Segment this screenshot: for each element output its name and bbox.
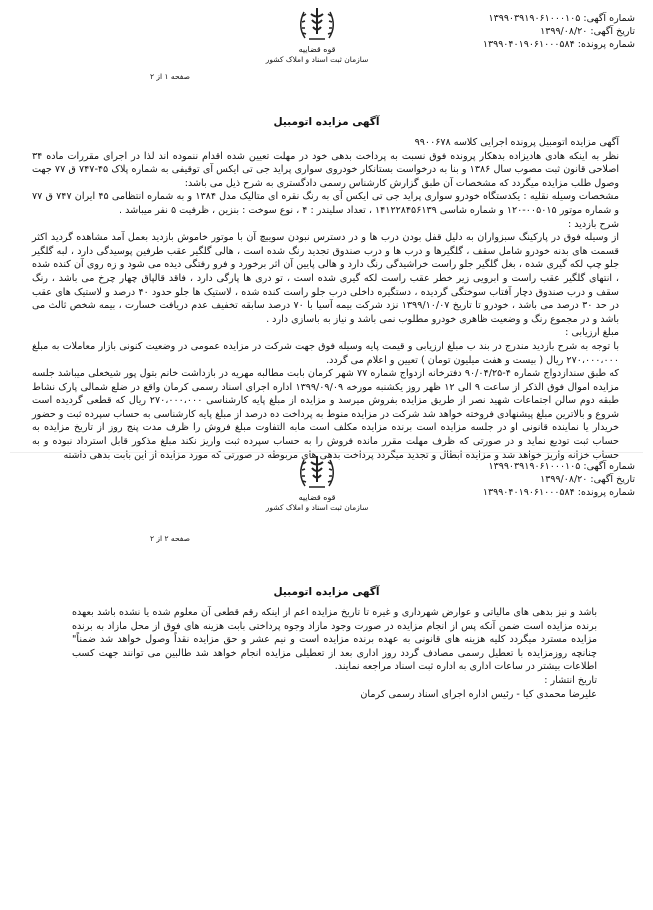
page-2 xyxy=(0,452,653,910)
vehicle-specs-paragraph: مشخصات وسیله نقلیه : یکدستگاه خودرو سواری پراید جی تی ایکس آی به رنگ نقره ای متالیک مدل ۱۳۸۴ و به شماره انتظامی ۴۵ ایران ۷۴۷ ق ۷۷ و شماره موتور ۰۰۵۰۱۵-۱۲۰ و شماره شاسی ۱۴۱۲۲۸۴۵۶۱۳۹ ، تعداد سلیندر : ۴ ، نوع سوخت : بنزین ، ظرفیت ۵ نفر میباشد . xyxy=(32,191,619,216)
auction-terms-paragraph: که طبق سندازدواج شماره ۴-۹۰/۰۴/۲۵ دفترخانه ازدواج شماره ۷۷ شهر کرمان بابت مطالبه مهریه در بازداشت خانم بتول پور شیخعلی میباشد جلسه مزایده اموال فوق الذکر از ساعت ۹ الی ۱۲ ظهر روز یکشنبه مورخه ۱۳۹۹/۰۹/۰۹ اداره اجرای اسناد رسمی کرمان واقع در ضلع شمالی پارک نشاط طبقه دوم سالن اجتماعات شهید نصر از طریق مزایده بفروش میرسد و مزایده از مبلغ پایه کارشناسی ۲۷۰،۰۰۰،۰۰۰ ریال که قطعی گردیده است شروع و بالاترین مبلغ پیشنهادی فروخته خواهد شد شرکت در مزایده منوط به پرداخت ده درصد از مبلغ پایه کارشناسی به حساب سپرده ثبت و حضور خریدار یا نماینده قانونی او در جلسه مزایده است برنده مزایده مکلف است مابه التفاوت مبلغ فروش را ظرف مدت پنج روز از تاریخ مزایده به حساب ثبت تودیع نماید و در صورتی که ظرف مهلت مقرر مانده فروش را به حساب سپرده ثبت واریز نکند مبلغ مذکور قابل استرداد نبوده و به حساب خزانه واریز خواهد شد و مزایده ابطال و تجدید میگردد پرداخت بدهی های مربوطه در صورتی که مورد مزایده از این بابت بدهی داشته xyxy=(32,368,620,461)
emblem-icon xyxy=(295,452,339,492)
notice-date-row: تاریخ آگهی: ۱۳۹۹/۰۸/۲۰ xyxy=(540,26,635,37)
case-number-row: شماره پرونده: ۱۳۹۹۰۴۰۱۹۰۶۱۰۰۰۵۸۴ xyxy=(482,487,635,498)
inspection-paragraph: از وسیله فوق در پارکینگ سبزواران به دلیل قفل بودن درب ها و در دسترس نبودن سوییچ آن با موتور خاموش بازدید بعمل آمد مشاهده گردید اکثر قسمت های بدنه خودرو شامل سقف ، گلگیرها و درب ها و درب صندوق تجدید رنگ شده است ، هالی گلگیر عقب طرفین پوسیدگی دارد ، لبه گلگیر جلو چپ لکه گیری شده ، بغل گلگیر جلو راست خراشیدگی رنگ دارد و هالی پایین آن اثر برخورد و فرو رفتگی دیده می شود و زه روی آن کنده شده ، انتهای گلگیر عقب راست و ابرویی زیر خطر عقب راست لکه گیری شده است ، تو دری ها پارگی دارد ، فاقد قالپاق چهار چرخ می باشد ، رنگ سقف و درب صندوق دچار آفتاب سوختگی گردیده ، دستگیره داخلی درب جلو راست کنده شده ، لاستیک ها جلو حدود ۴۰ درصد و لاستیک های عقب در حد ۳۰ درصد می باشد ، خودرو تا تاریخ ۱۳۹۹/۱۰/۰۷ نزد شرکت بیمه آسیا با ۷۰ درصد سابقه تخفیف عدم دریافت خسارت ، بیمه شخص ثالث می باشد و در مجموع رنگ و وضعیت ظاهری خودرو مطلوب نمی باشد و نیاز به باسازی دارد . xyxy=(32,232,619,325)
publish-date-line: تاریخ انتشار : xyxy=(544,674,597,686)
notice-body-page-2 xyxy=(72,606,597,701)
notice-number-row: شماره آگهی: ۱۳۹۹۰۳۹۱۹۰۶۱۰۰۰۱۰۵ xyxy=(488,13,635,24)
intro-paragraph: نظر به اینکه هادی هادیزاده بدهکار پرونده فوق نسبت به پرداخت بدهی خود در مهلت تعیین شده اقدام ننموده اند لذا در اجرای مقررات ماده ۳۴ اصلاحی قانون ثبت مصوب سال ۱۳۸۶ و بنا به درخواست بستانکار خودروی سواری پراید جی تی ایکس آی توقیفی به شماره پلاک ۴۵-۷۴۷ ق ۷۷ جهت وصول طلب مزایده میگردد که مشخصات آن طبق گزارش کارشناس رسمی دادگستری به شرح ذیل می باشد: xyxy=(32,150,620,189)
notice-title: آگهی مزایده اتومبیل xyxy=(273,586,380,598)
continuation-paragraph: باشد و نیز بدهی های مالیاتی و عوارض شهرداری و غیره تا تاریخ مزایده اعم از اینکه رقم قطعی آن معلوم شده یا نشده باشد بعهده برنده مزایده است ضمن آنکه پس از انجام مزایده در صورت وجود مازاد وجوه پرداختی بابت هزینه های فوق از محل مازاد به برنده مزایده مسترد میگردد کلیه هزینه های قانونی به عهده برنده مزایده است و نیم عشر و حق مزایده نقداً وصول خواهد شد ضمناً" چنانچه روزمزایده با تعطیل رسمی مصادف گردد روز اداری بعد از تعطیلی مزایده انجام خواهد شد طالبین می توانند جهت کسب اطلاعات بیشتر در ساعات اداری به اداره ثبت اسناد مراجعه نمایند. xyxy=(72,607,597,673)
judiciary-emblem-logo xyxy=(262,452,372,513)
notice-meta-block xyxy=(483,12,635,51)
inspection-heading: شرح بازدید : xyxy=(567,218,619,230)
notice-date-row: تاریخ آگهی: ۱۳۹۹/۰۸/۲۰ xyxy=(540,474,635,485)
notice-number-row: شماره آگهی: ۱۳۹۹۰۳۹۱۹۰۶۱۰۰۰۱۰۵ xyxy=(488,461,635,472)
logo-line-2: سازمان ثبت اسناد و املاک کشور xyxy=(265,55,369,64)
logo-line-1: قوه قضاییه xyxy=(298,45,336,54)
logo-line-1: قوه قضاییه xyxy=(298,493,336,502)
valuation-heading: مبلغ ارزیابی : xyxy=(565,327,619,339)
notice-meta-block-page-2 xyxy=(483,460,635,499)
valuation-paragraph: با توجه به شرح بازدید مندرج در بند ب مبلغ ارزیابی و قیمت پایه وسیله فوق جهت شرکت در مزایده عمومی در وضعیت کنونی بازار معاملات به مبلغ ۲۷۰،۰۰۰،۰۰۰ ریال ( بیست و هفت میلیون تومان ) تعیین و اعلام می گردد. xyxy=(32,340,619,366)
case-line: آگهی مزایده اتومبیل پرونده اجرایی کلاسه ۹۹۰۰۶۷۸ xyxy=(414,137,619,148)
logo-line-2: سازمان ثبت اسناد و املاک کشور xyxy=(265,503,369,512)
judiciary-emblem-logo xyxy=(262,4,372,65)
page-number: صفحه ۱ از ۲ xyxy=(150,72,190,81)
emblem-icon xyxy=(295,4,339,44)
page-number: صفحه ۲ از ۲ xyxy=(150,534,190,543)
notice-title: آگهی مزایده اتومبیل xyxy=(273,116,380,128)
notice-body xyxy=(32,136,619,462)
signature-line: علیرضا محمدی کیا - رئیس اداره اجرای اسناد رسمی کرمان xyxy=(360,688,597,700)
case-number-row: شماره پرونده: ۱۳۹۹۰۴۰۱۹۰۶۱۰۰۰۵۸۴ xyxy=(482,39,635,50)
